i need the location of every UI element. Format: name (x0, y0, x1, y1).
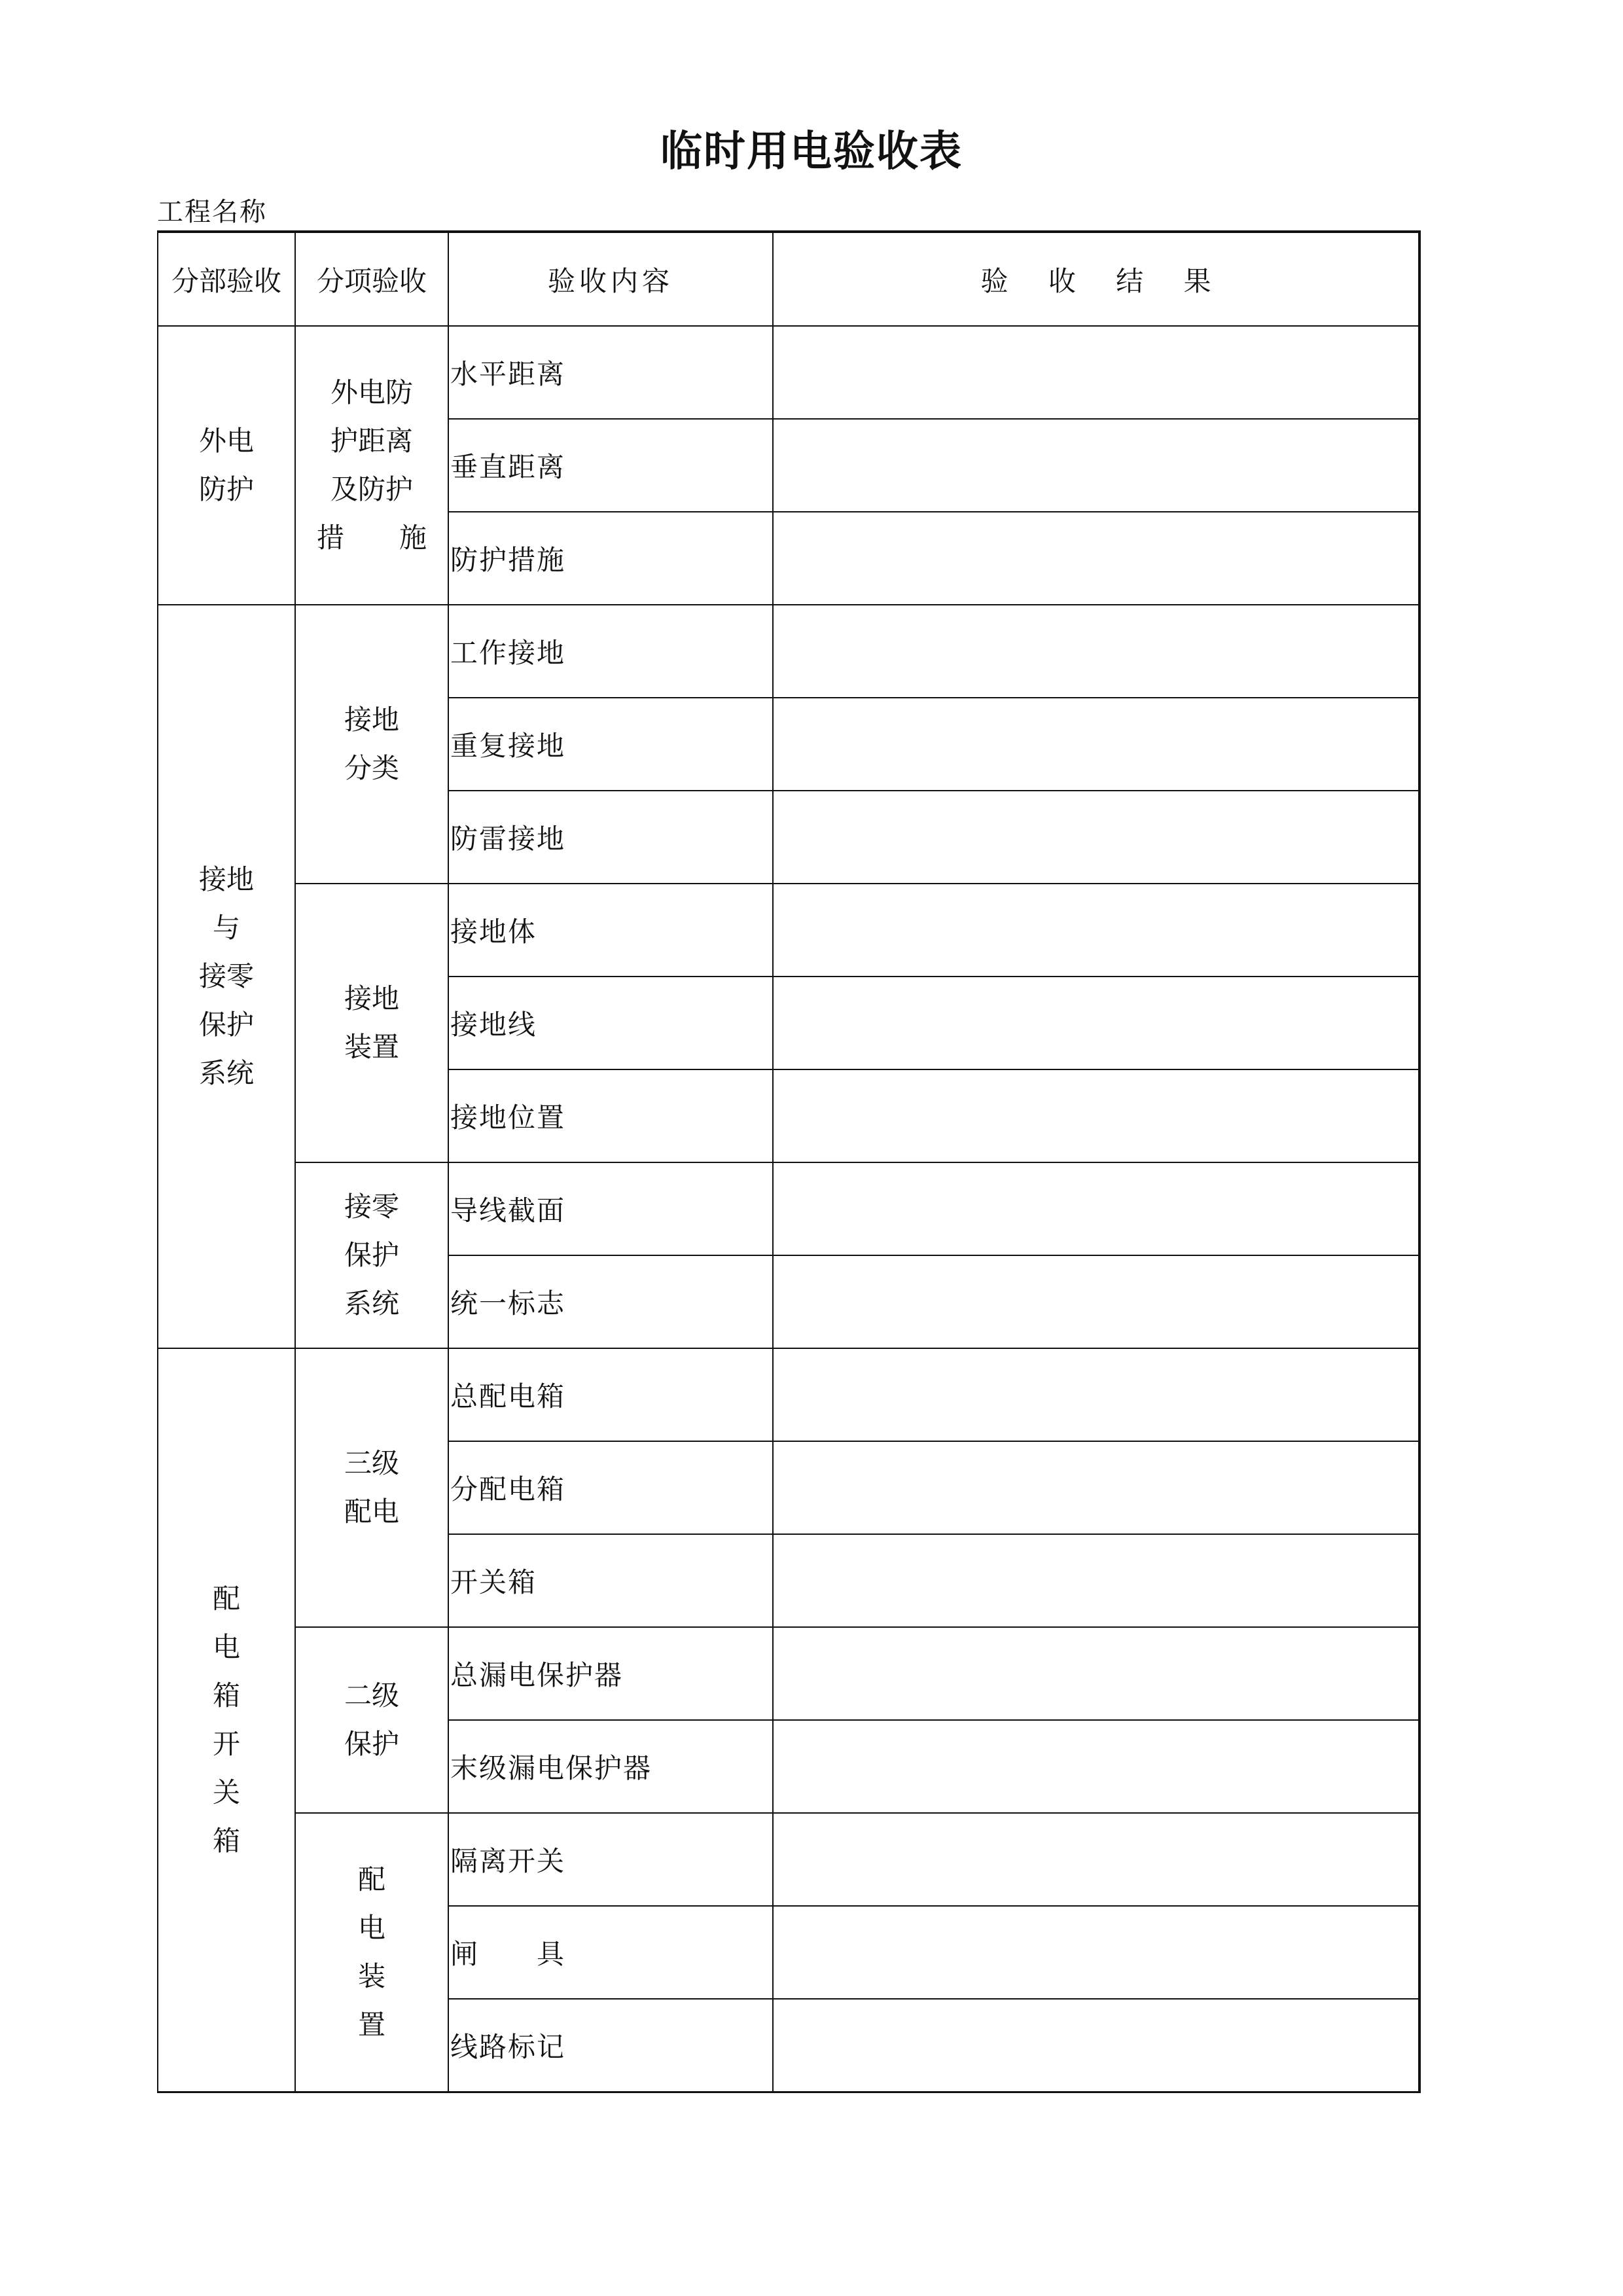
content-item: 分配电箱 (448, 1441, 773, 1534)
section-name-line: 与 (212, 912, 240, 944)
header-content: 验收内容 (448, 232, 773, 326)
content-item: 导线截面 (448, 1162, 773, 1255)
result-cell[interactable] (773, 1627, 1419, 1720)
subsection-name-line: 电 (357, 1911, 385, 1944)
subsection-name-line: 保护 (344, 1239, 399, 1271)
content-item: 垂直距离 (448, 419, 773, 512)
subsection-name-line: 二级 (344, 1679, 399, 1712)
result-cell[interactable] (773, 698, 1419, 791)
section-name-line: 保护 (198, 1009, 254, 1041)
subsection-name-line: 装置 (344, 1031, 399, 1063)
section-name-line: 外电 (198, 425, 254, 457)
table-row (158, 1162, 1419, 1255)
table-row (158, 884, 1419, 977)
subsection-name-line: 及防护 (330, 473, 413, 505)
subsection-name-line: 配 (357, 1863, 385, 1895)
subsection-name-line: 措 施 (316, 522, 427, 554)
subsection-name-line: 接地 (344, 704, 399, 736)
content-item: 水平距离 (448, 326, 773, 419)
content-item: 接地体 (448, 884, 773, 977)
subsection-name-line: 置 (357, 2008, 385, 2041)
subsection-cell (295, 1627, 448, 1813)
content-item: 重复接地 (448, 698, 773, 791)
result-cell[interactable] (773, 1813, 1419, 1906)
result-cell[interactable] (773, 1069, 1419, 1162)
result-cell[interactable] (773, 884, 1419, 977)
result-cell[interactable] (773, 326, 1419, 419)
content-item: 总配电箱 (448, 1348, 773, 1441)
section-name-line: 箱 (212, 1679, 240, 1712)
subsection-cell (295, 326, 448, 605)
subsection-name-line: 保护 (344, 1728, 399, 1760)
section-name-line: 关 (212, 1776, 240, 1808)
result-cell[interactable] (773, 1720, 1419, 1813)
content-item: 接地位置 (448, 1069, 773, 1162)
section-name-line: 防护 (198, 473, 254, 505)
result-cell[interactable] (773, 605, 1419, 698)
section-cell (158, 605, 295, 1348)
subsection-name-line: 护距离 (330, 425, 413, 457)
result-cell[interactable] (773, 512, 1419, 605)
result-cell[interactable] (773, 1348, 1419, 1441)
table-row (158, 326, 1419, 419)
subsection-name-line: 装 (357, 1960, 385, 1992)
result-cell[interactable] (773, 419, 1419, 512)
content-item: 防护措施 (448, 512, 773, 605)
subsection-name-line: 外电防 (330, 376, 413, 408)
table-row (158, 1627, 1419, 1720)
result-cell[interactable] (773, 1534, 1419, 1627)
content-item: 末级漏电保护器 (448, 1720, 773, 1813)
subsection-cell (295, 1813, 448, 2092)
content-item: 线路标记 (448, 1999, 773, 2092)
content-item: 开关箱 (448, 1534, 773, 1627)
section-name-line: 系统 (198, 1057, 254, 1089)
section-name-line: 接零 (198, 960, 254, 992)
header-section: 分部验收 (158, 232, 295, 326)
result-cell[interactable] (773, 1255, 1419, 1348)
section-cell (158, 1348, 295, 2092)
section-cell (158, 326, 295, 605)
subsection-name-line: 接地 (344, 982, 399, 1014)
table-row (158, 1348, 1419, 1441)
result-cell[interactable] (773, 1906, 1419, 1999)
table-body (158, 232, 1419, 2092)
result-cell[interactable] (773, 977, 1419, 1069)
acceptance-table (157, 230, 1421, 2093)
content-item: 总漏电保护器 (448, 1627, 773, 1720)
subsection-cell (295, 884, 448, 1162)
subsection-name-line: 分类 (344, 752, 399, 784)
subsection-cell (295, 1162, 448, 1348)
result-cell[interactable] (773, 1999, 1419, 2092)
header-subsection: 分项验收 (295, 232, 448, 326)
project-name-label: 工程名称 (157, 197, 267, 227)
subsection-name-line: 三级 (344, 1447, 399, 1479)
header-row (158, 232, 1419, 326)
section-name-line: 配 (212, 1582, 240, 1615)
header-result: 验 收 结 果 (773, 232, 1419, 326)
result-cell[interactable] (773, 1162, 1419, 1255)
content-item: 统一标志 (448, 1255, 773, 1348)
table-row (158, 605, 1419, 698)
subsection-name-line: 系统 (344, 1287, 399, 1319)
page-title: 临时用电验收表 (660, 128, 963, 176)
subsection-cell (295, 1348, 448, 1627)
section-name-line: 接地 (198, 863, 254, 895)
result-cell[interactable] (773, 791, 1419, 884)
section-name-line: 电 (212, 1630, 240, 1663)
section-name-line: 开 (212, 1727, 240, 1760)
content-item: 闸 具 (448, 1906, 773, 1999)
subsection-cell (295, 605, 448, 884)
content-item: 防雷接地 (448, 791, 773, 884)
content-item: 工作接地 (448, 605, 773, 698)
result-cell[interactable] (773, 1441, 1419, 1534)
subsection-name-line: 接零 (344, 1191, 399, 1223)
section-name-line: 箱 (212, 1824, 240, 1857)
content-item: 隔离开关 (448, 1813, 773, 1906)
subsection-name-line: 配电 (344, 1496, 399, 1528)
content-item: 接地线 (448, 977, 773, 1069)
table-row (158, 1813, 1419, 1906)
